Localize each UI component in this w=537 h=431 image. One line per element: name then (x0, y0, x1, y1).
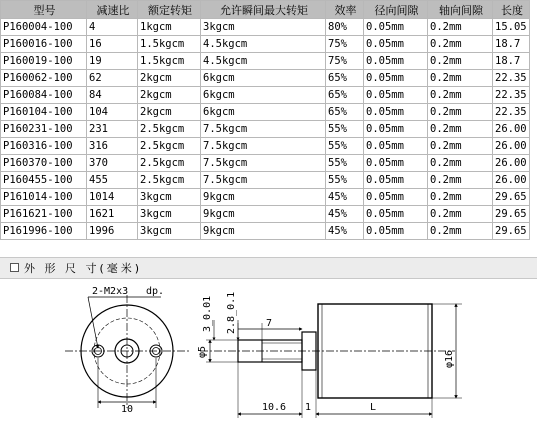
cell-ratio: 104 (87, 104, 138, 121)
cell-axial-play: 0.2mm (428, 87, 493, 104)
cell-length: 29.65 (493, 206, 530, 223)
header-ratio: 减速比 (87, 1, 138, 19)
cell-length: 22.35 (493, 104, 530, 121)
cell-length: 26.00 (493, 121, 530, 138)
step-dim-label: 2.8_0.1 (226, 291, 237, 334)
cell-radial-play: 0.05mm (364, 223, 428, 240)
cell-ratio: 62 (87, 70, 138, 87)
cell-radial-play: 0.05mm (364, 70, 428, 87)
cell-rated-torque: 1kgcm (138, 19, 201, 36)
dimension-drawing (0, 280, 537, 431)
cell-max-torque: 7.5kgcm (201, 121, 326, 138)
cell-rated-torque: 3kgcm (138, 189, 201, 206)
cell-rated-torque: 2kgcm (138, 87, 201, 104)
cell-axial-play: 0.2mm (428, 19, 493, 36)
cell-model: P160104-100 (1, 104, 87, 121)
cell-ratio: 84 (87, 87, 138, 104)
table-row (1, 138, 530, 155)
table-row (1, 206, 530, 223)
cell-rated-torque: 1.5kgcm (138, 36, 201, 53)
table-row (1, 36, 530, 53)
cell-max-torque: 4.5kgcm (201, 36, 326, 53)
cell-efficiency: 55% (326, 121, 364, 138)
cell-ratio: 231 (87, 121, 138, 138)
cell-rated-torque: 2.5kgcm (138, 155, 201, 172)
body-dia-label: φ16 (444, 349, 455, 368)
cell-rated-torque: 2.5kgcm (138, 121, 201, 138)
cell-ratio: 19 (87, 53, 138, 70)
cell-axial-play: 0.2mm (428, 36, 493, 53)
cell-axial-play: 0.2mm (428, 206, 493, 223)
cell-model: P160016-100 (1, 36, 87, 53)
table-row (1, 87, 530, 104)
body-length-label: L (370, 402, 377, 413)
cell-ratio: 16 (87, 36, 138, 53)
cell-ratio: 1996 (87, 223, 138, 240)
cell-max-torque: 6kgcm (201, 104, 326, 121)
cell-max-torque: 7.5kgcm (201, 155, 326, 172)
cell-rated-torque: 3kgcm (138, 223, 201, 240)
cell-length: 26.00 (493, 155, 530, 172)
cell-radial-play: 0.05mm (364, 172, 428, 189)
cell-length: 18.7 (493, 53, 530, 70)
shaft-total-label: 10.6 (262, 402, 287, 413)
cell-length: 18.7 (493, 36, 530, 53)
cell-axial-play: 0.2mm (428, 172, 493, 189)
cell-efficiency: 75% (326, 36, 364, 53)
cell-radial-play: 0.05mm (364, 121, 428, 138)
cell-axial-play: 0.2mm (428, 189, 493, 206)
gap-dim-label: 1 (305, 402, 312, 413)
cell-radial-play: 0.05mm (364, 206, 428, 223)
cell-ratio: 370 (87, 155, 138, 172)
cell-radial-play: 0.05mm (364, 87, 428, 104)
cell-axial-play: 0.2mm (428, 121, 493, 138)
table-row (1, 223, 530, 240)
cell-rated-torque: 2.5kgcm (138, 172, 201, 189)
cell-model: P161996-100 (1, 223, 87, 240)
cell-length: 26.00 (493, 138, 530, 155)
cell-model: P160019-100 (1, 53, 87, 70)
cell-axial-play: 0.2mm (428, 223, 493, 240)
table-row (1, 53, 530, 70)
cell-efficiency: 80% (326, 19, 364, 36)
cell-ratio: 4 (87, 19, 138, 36)
cell-model: P160455-100 (1, 172, 87, 189)
cell-max-torque: 6kgcm (201, 70, 326, 87)
shaft-length-label: 7 (266, 318, 273, 329)
table-row (1, 155, 530, 172)
cell-radial-play: 0.05mm (364, 189, 428, 206)
cell-model: P160004-100 (1, 19, 87, 36)
section-title: 外 形 尺 寸(毫米) (24, 262, 143, 275)
cell-max-torque: 9kgcm (201, 206, 326, 223)
cell-length: 29.65 (493, 189, 530, 206)
cell-max-torque: 3kgcm (201, 19, 326, 36)
cell-model: P160370-100 (1, 155, 87, 172)
cell-max-torque: 9kgcm (201, 189, 326, 206)
cell-max-torque: 7.5kgcm (201, 138, 326, 155)
header-radial-play: 径向间隙 (364, 1, 428, 19)
table-row (1, 121, 530, 138)
header-length: 长度 (493, 1, 530, 19)
table-row (1, 70, 530, 87)
cell-length: 15.05 (493, 19, 530, 36)
cell-model: P160062-100 (1, 70, 87, 87)
cell-ratio: 1621 (87, 206, 138, 223)
table-row (1, 189, 530, 206)
cell-length: 26.00 (493, 172, 530, 189)
cell-efficiency: 45% (326, 223, 364, 240)
depth-label: dp. (146, 286, 165, 297)
cell-length: 29.65 (493, 223, 530, 240)
shaft-dia-label: φ5 (197, 345, 208, 358)
cell-axial-play: 0.2mm (428, 53, 493, 70)
cell-efficiency: 45% (326, 189, 364, 206)
cell-efficiency: 55% (326, 172, 364, 189)
cell-rated-torque: 1.5kgcm (138, 53, 201, 70)
cell-axial-play: 0.2mm (428, 70, 493, 87)
cell-max-torque: 9kgcm (201, 223, 326, 240)
hole-label: 2-M2x3 (92, 286, 129, 297)
cell-ratio: 1014 (87, 189, 138, 206)
cell-rated-torque: 2kgcm (138, 104, 201, 121)
cell-efficiency: 45% (326, 206, 364, 223)
cell-model: P161014-100 (1, 189, 87, 206)
header-efficiency: 效率 (326, 1, 364, 19)
cell-efficiency: 65% (326, 87, 364, 104)
cell-max-torque: 4.5kgcm (201, 53, 326, 70)
square-bullet-icon (10, 263, 19, 272)
cell-efficiency: 65% (326, 70, 364, 87)
header-row (1, 1, 530, 19)
cell-model: P161621-100 (1, 206, 87, 223)
cell-radial-play: 0.05mm (364, 138, 428, 155)
front-view (65, 286, 190, 415)
header-max-torque: 允许瞬间最大转矩 (201, 1, 326, 19)
cell-ratio: 455 (87, 172, 138, 189)
header-model: 型号 (1, 1, 87, 19)
cell-axial-play: 0.2mm (428, 155, 493, 172)
cell-efficiency: 55% (326, 138, 364, 155)
cell-radial-play: 0.05mm (364, 36, 428, 53)
cell-ratio: 316 (87, 138, 138, 155)
cell-axial-play: 0.2mm (428, 104, 493, 121)
cell-length: 22.35 (493, 87, 530, 104)
header-rated-torque: 额定转矩 (138, 1, 201, 19)
cell-efficiency: 65% (326, 104, 364, 121)
cell-axial-play: 0.2mm (428, 138, 493, 155)
cell-length: 22.35 (493, 70, 530, 87)
cell-max-torque: 6kgcm (201, 87, 326, 104)
front-width-label: 10 (121, 404, 134, 415)
cell-radial-play: 0.05mm (364, 155, 428, 172)
cell-efficiency: 75% (326, 53, 364, 70)
cell-model: P160084-100 (1, 87, 87, 104)
cell-rated-torque: 2.5kgcm (138, 138, 201, 155)
table-row (1, 172, 530, 189)
cell-rated-torque: 3kgcm (138, 206, 201, 223)
cell-model: P160231-100 (1, 121, 87, 138)
header-axial-play: 轴向间隙 (428, 1, 493, 19)
cell-rated-torque: 2kgcm (138, 70, 201, 87)
table-row (1, 19, 530, 36)
cell-model: P160316-100 (1, 138, 87, 155)
cell-efficiency: 55% (326, 155, 364, 172)
flat-dim-label: 3_0.01 (202, 295, 213, 332)
cell-max-torque: 7.5kgcm (201, 172, 326, 189)
side-view (197, 292, 462, 418)
section-header (0, 257, 537, 279)
cell-radial-play: 0.05mm (364, 104, 428, 121)
table-row (1, 104, 530, 121)
cell-radial-play: 0.05mm (364, 53, 428, 70)
cell-radial-play: 0.05mm (364, 19, 428, 36)
